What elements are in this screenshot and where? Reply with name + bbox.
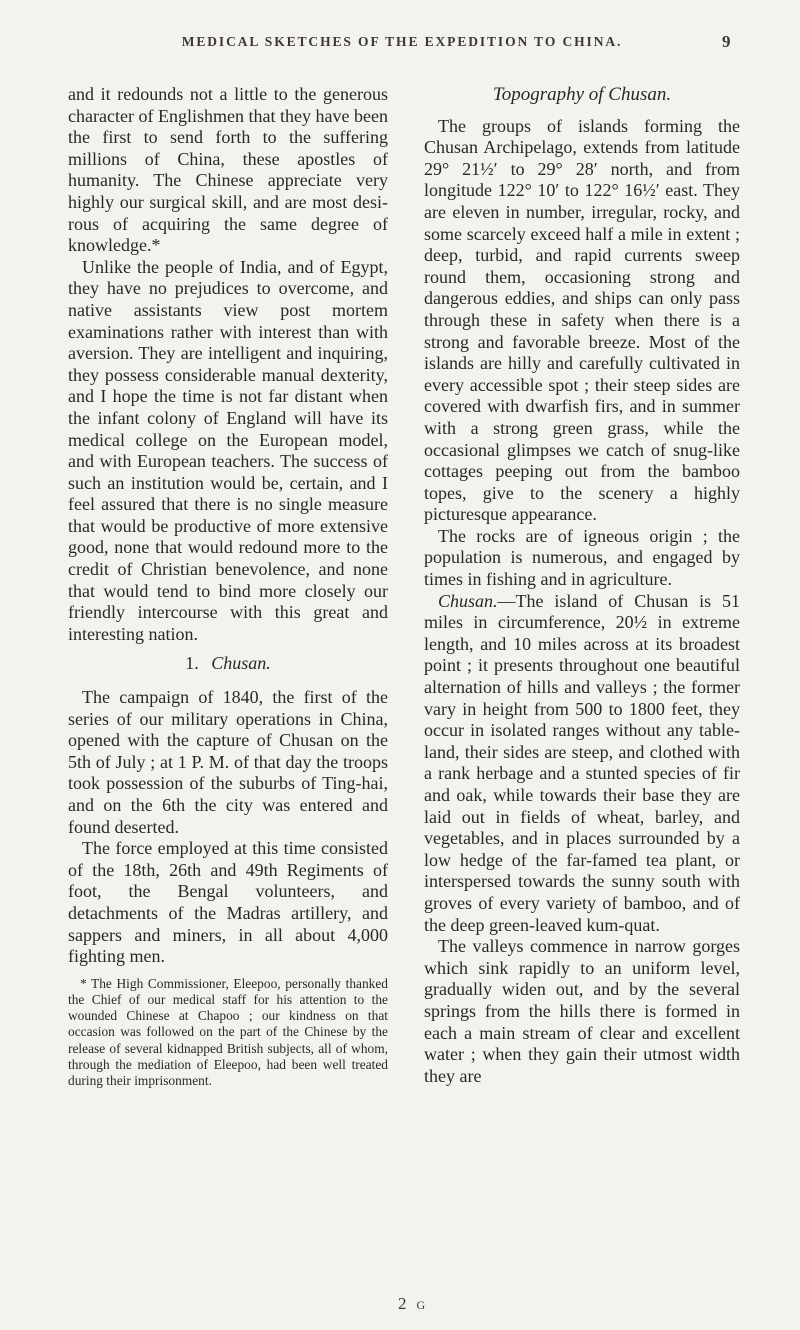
right-column — [424, 84, 740, 1087]
section-number: 1. — [185, 653, 199, 674]
page-number: 9 — [722, 32, 731, 51]
signature-number: 2 — [398, 1294, 407, 1313]
section-heading: Topography of Chusan. — [492, 84, 672, 105]
paragraph: Unlike the people of India, and of Egypt, they have no prejudices to overcome, and native assistants view post mortem examinations rather with interest than with aversion. They are intelligent and inquiring, they possess considerable manual dexterity, and I hope the time is not far distant when the infant colony of England will have its medical college on the European model, and with European teachers. The success of such an institution would be, certain, and I feel assured that there is no single measure that would be productive of more extensive good, none that would redound more to the credit of Christian benevolence, and none that would tend to bind more closely our friendly intercourse with this great and interesting nation. — [68, 256, 388, 644]
footnote: * The High Commissioner, Eleepoo, personally thanked the Chief of our medical staff for his attention to the wounded Chinese at Chapoo ; our kindness on that occasion was followed on the part of the Chinese by the release of several kidnapped British subjects, all of whom, through the mediation of Eleepoo, had been well treated during their imprisonment. — [68, 975, 388, 1088]
running-head-title: MEDICAL SKETCHES OF THE EXPEDITION TO CHINA. — [181, 34, 623, 49]
section-heading — [68, 653, 388, 675]
paragraph — [424, 591, 740, 937]
paragraph: and it redounds not a little to the generous character of Englishmen that they have been the first to send forth to the suffering millions of China, these apostles of humanity. The Chinese appreciate very highly our surgical skill, and are most desirous of acquiring the same degree of knowledge.* — [68, 84, 388, 256]
section-title: Chusan. — [211, 653, 271, 674]
run-in-heading: Chusan. — [438, 590, 498, 611]
paragraph: The campaign of 1840, the first of the series of our military operations in China, opened with the capture of Chusan on the 5th of July ; at 1 P. M. of that day the troops took possession of the suburbs of Ting-hai, and on the 6th the city was entered and found deserted. — [68, 687, 388, 837]
paragraph: The force employed at this time consisted of the 18th, 26th and 49th Regiments of foot, the Bengal volunteers, and detachments of the Madras artillery, and sappers and miners, in all about 4,000 fighting men. — [68, 838, 388, 967]
signature-letter: G — [416, 1298, 426, 1312]
paragraph-body: —The island of Chusan is 51 miles in circumference, 20½ in extreme length, and 10 miles across at its broadest point ; it presents throughout one beautiful alternation of hills and valleys ; the former vary in height from 500 to 1800 feet, they occur in isolated ranges without any table-land, their sides are steep, and clothed with a rank herbage and a stunted species of fir and oak, while towards their base they are laid out in fields of wheat, barley, and vegetables, and in places surrounded by a low hedge of the far-famed tea plant, or interspersed towards the sunny south with groves of every variety of bamboo, and of the deep green-leaved kum-quat. — [424, 590, 740, 935]
left-column — [68, 84, 388, 1089]
paragraph: The groups of islands forming the Chusan Archipelago, extends from latitude 29° 21½′ to 29° 28′ north, and from longitude 122° 10′ to 122° 16½′ east. They are eleven in number, irregular, rocky, and some scarcely exceed half a mile in extent ; deep, turbid, and rapid currents sweep round them, occasioning strong and dangerous eddies, and ships can only pass through these in safety when there is a strong and favorable breeze. Most of the islands are hilly and carefully cultivated in every accessible spot ; their steep sides are covered with dwarfish firs, and in summer with a strong green grass, while the occasional glimpses we catch of snug-like cottages peeping out from the bamboo topes, give to the scenery a highly picturesque appearance. — [424, 115, 740, 525]
paragraph: The rocks are of igneous origin ; the population is numerous, and engaged by times in fishing and in agriculture. — [424, 525, 740, 590]
paragraph: The valleys commence in narrow gorges which sink rapidly to an uniform level, gradually widen out, and by the several springs from the hills there is formed in each a main stream of clear and excellent water ; when they gain their utmost width they are — [424, 936, 740, 1086]
printer-signature — [398, 1294, 425, 1314]
